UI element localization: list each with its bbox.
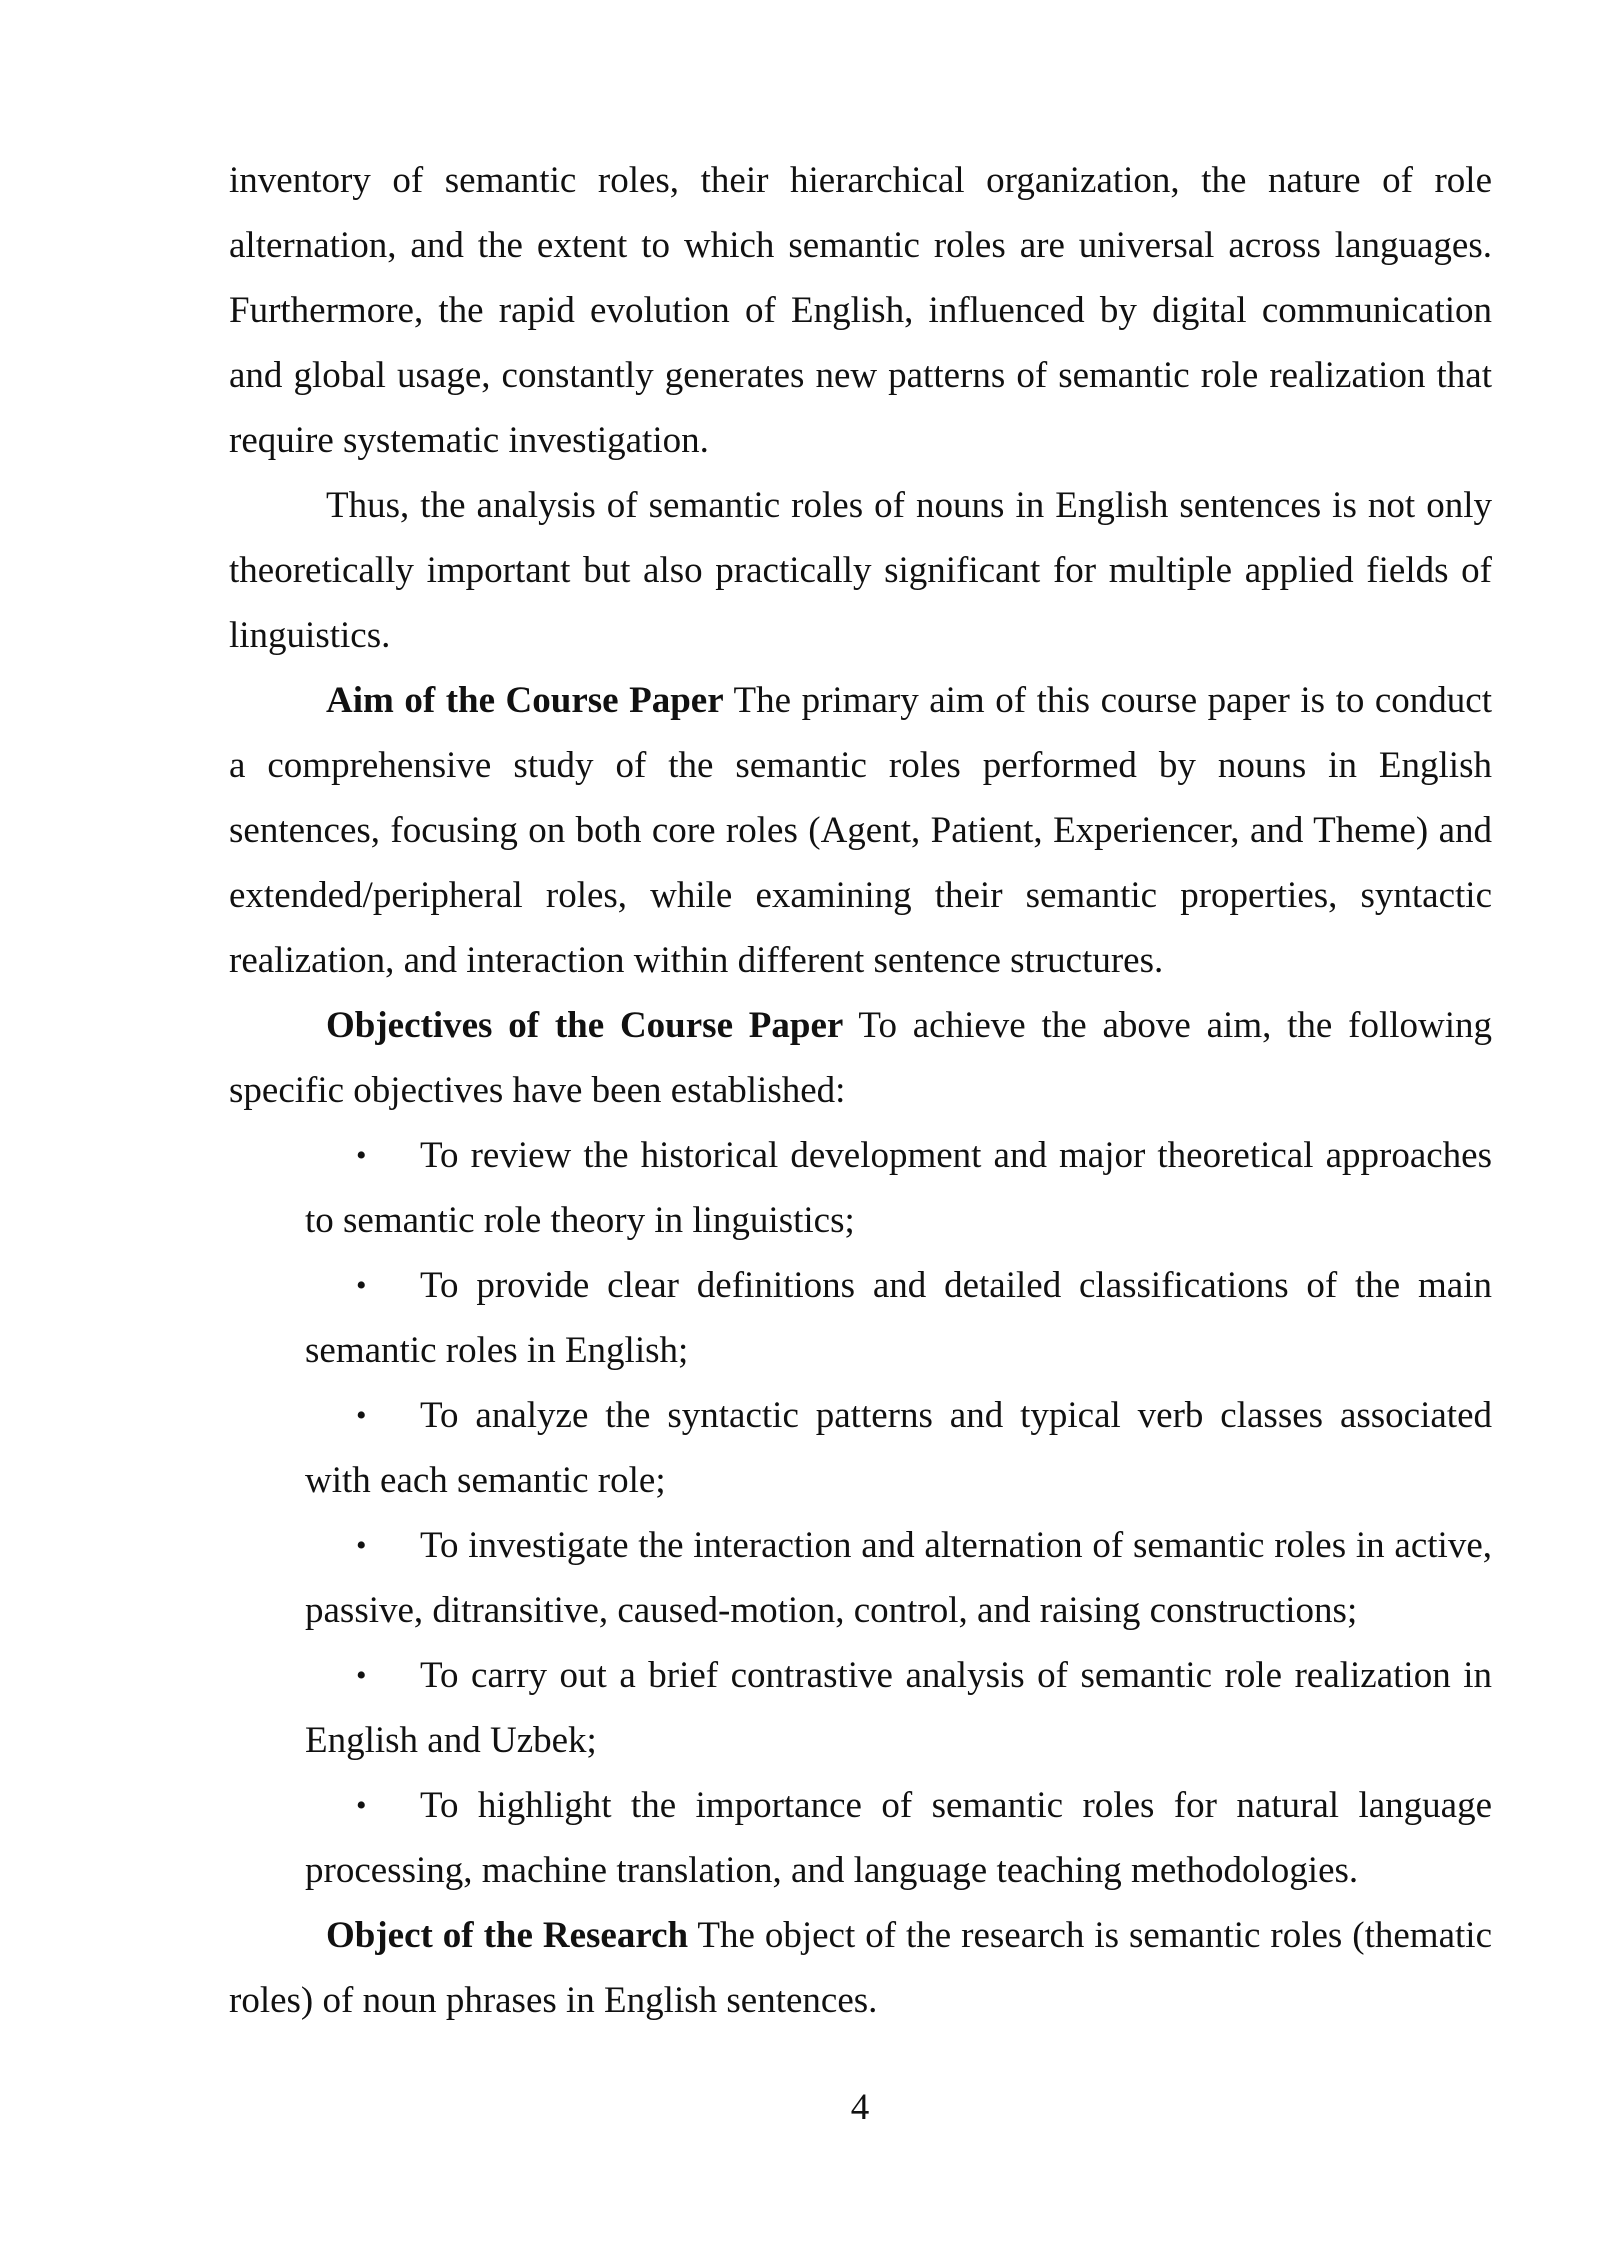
object-of-research-text: The object of the research is semantic roles (thematic roles) of noun phrases in English sentences. [229, 1915, 1492, 2021]
list-item [305, 1253, 1492, 1383]
list-item [305, 1513, 1492, 1643]
object-of-research-paragraph [229, 1903, 1492, 2033]
bullet-icon: • [356, 1269, 367, 1302]
aim-paragraph [229, 668, 1492, 993]
aim-heading: Aim of the Course Paper [326, 680, 724, 721]
bullet-icon: • [356, 1139, 367, 1172]
objectives-paragraph [229, 993, 1492, 1123]
list-item-text: To carry out a brief contrastive analysis of semantic role realization in English and Uzbek; [305, 1655, 1492, 1761]
list-item-text: To analyze the syntactic patterns and typical verb classes associated with each semantic role; [305, 1395, 1492, 1501]
objectives-list [229, 1123, 1492, 1903]
list-item-text: To provide clear definitions and detailed classifications of the main semantic roles in English; [305, 1265, 1492, 1371]
list-item [305, 1643, 1492, 1773]
list-item [305, 1123, 1492, 1253]
list-item [305, 1383, 1492, 1513]
objectives-intro: To achieve the above aim, the following specific objectives have been established: [229, 1005, 1493, 1111]
list-item-text: To highlight the importance of semantic roles for natural language processing, machine translation, and language teaching methodologies. [305, 1785, 1492, 1891]
paragraph-thus: Thus, the analysis of semantic roles of nouns in English sentences is not only theoretically important but also practically significant for multiple applied fields of linguistics. [229, 485, 1492, 656]
paragraph-continuation: inventory of semantic roles, their hierarchical organization, the nature of role alternation, and the extent to which semantic roles are universal across languages. Furthermore, the rapid evolution of English, influenced by digital communication and global usage, constantly generates new patterns of semantic role realization that require systematic investigation. [229, 160, 1492, 461]
bullet-icon: • [356, 1399, 367, 1432]
object-of-research-heading: Object of the Research [326, 1915, 689, 1956]
objectives-heading: Objectives of the Course Paper [326, 1005, 844, 1046]
aim-text: The primary aim of this course paper is to conduct a comprehensive study of the semantic roles performed by nouns in English sentences, focusing on both core roles (Agent, Patient, Experiencer, and Theme) and extended/peripheral roles, while examining their semantic properties, syntactic realization, and interaction within different sentence structures. [229, 680, 1493, 981]
body-text [229, 148, 1492, 2033]
list-item-text: To investigate the interaction and alternation of semantic roles in active, passive, ditransitive, caused-motion, control, and raising constructions; [305, 1525, 1492, 1631]
bullet-icon: • [356, 1659, 367, 1692]
list-item-text: To review the historical development and major theoretical approaches to semantic role theory in linguistics; [305, 1135, 1492, 1241]
bullet-icon: • [356, 1789, 367, 1822]
list-item [305, 1773, 1492, 1903]
bullet-icon: • [356, 1529, 367, 1562]
page-number: 4 [850, 2087, 870, 2128]
